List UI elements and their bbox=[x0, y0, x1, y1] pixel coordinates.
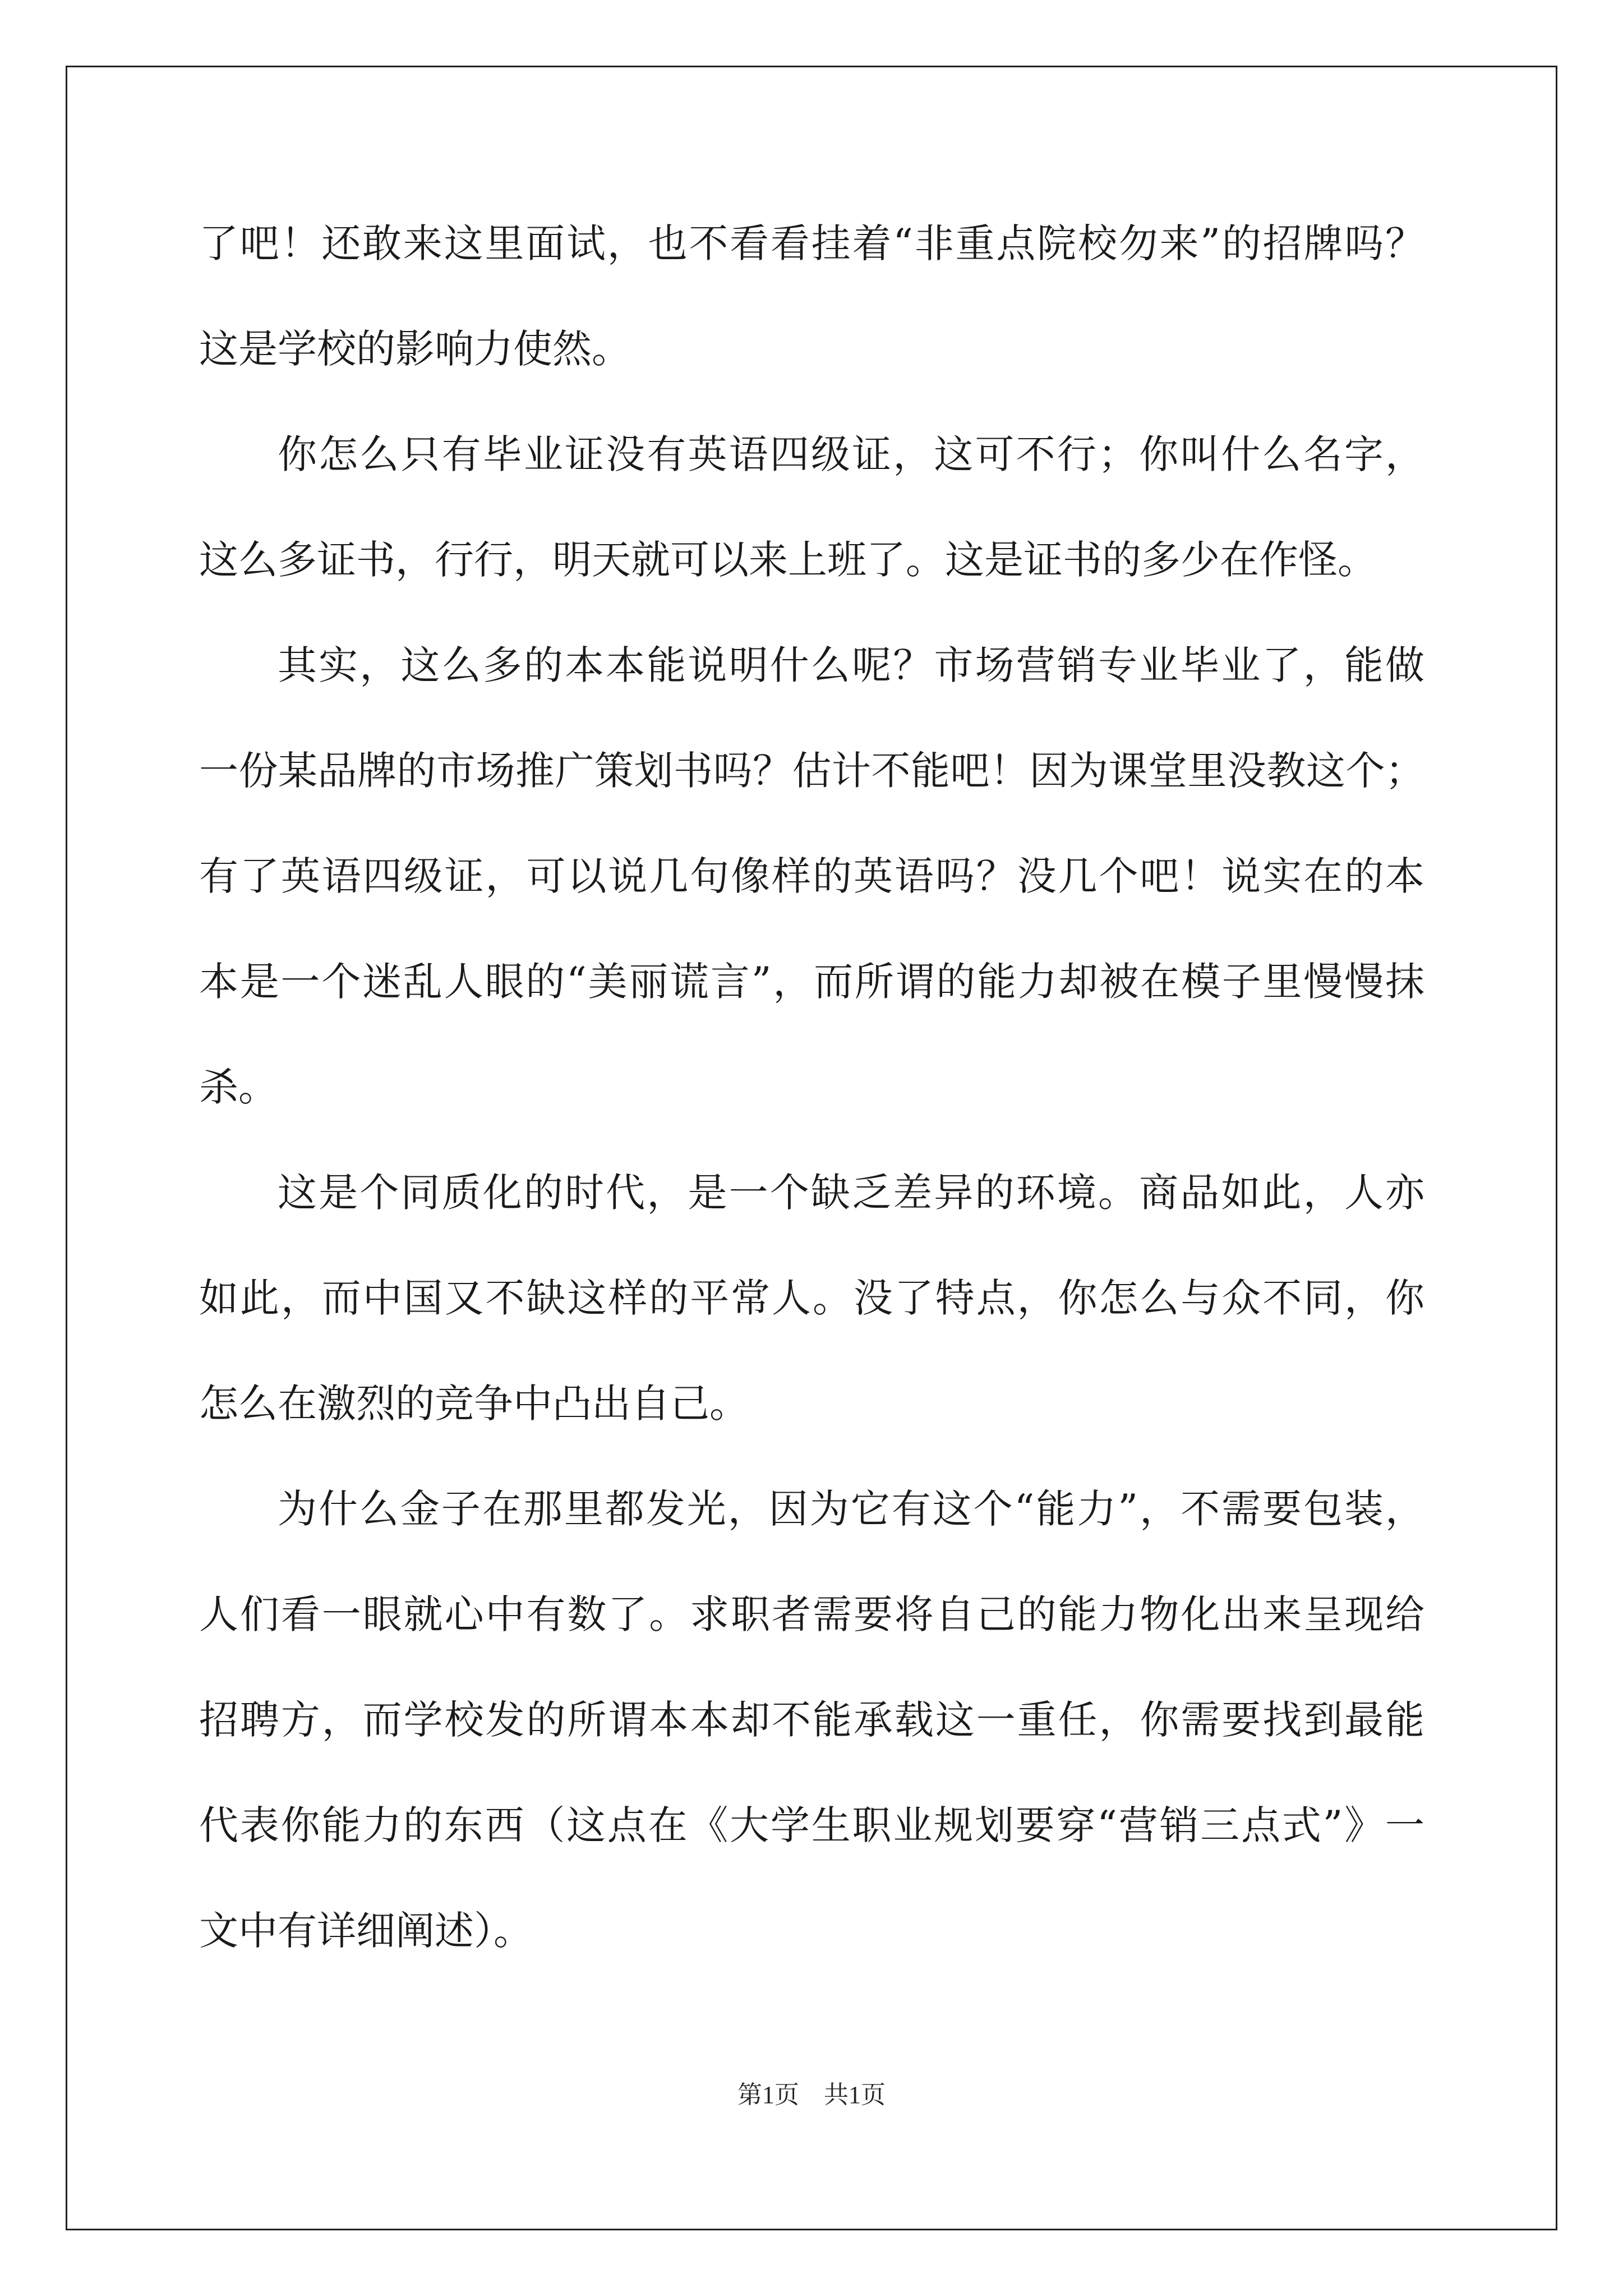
text-line: 招聘方，而学校发的所谓本本却不能承载这一重任，你需要找到最能 bbox=[199, 1697, 1424, 1743]
document-body bbox=[199, 191, 1424, 1984]
text-line: 文中有详细阐述）。 bbox=[199, 1908, 533, 1954]
text-line: 这是个同质化的时代，是一个缺乏差异的环境。商品如此，人亦 bbox=[278, 1170, 1424, 1216]
text-line: 有了英语四级证，可以说几句像样的英语吗？没几个吧！说实在的本 bbox=[199, 853, 1424, 899]
page-number-footer: 第1页 共1页 bbox=[737, 2081, 886, 2109]
text-line: 怎么在激烈的竞争中凸出自己。 bbox=[199, 1381, 749, 1427]
text-line: 杀。 bbox=[199, 1064, 278, 1110]
text-line: 本是一个迷乱人眼的“美丽谎言”，而所谓的能力却被在模子里慢慢抹 bbox=[199, 959, 1424, 1005]
text-line: 其实，这么多的本本能说明什么呢？市场营销专业毕业了，能做 bbox=[278, 642, 1424, 688]
text-line: 这是学校的影响力使然。 bbox=[199, 326, 631, 372]
text-line: 这么多证书，行行，明天就可以来上班了。这是证书的多少在作怪。 bbox=[199, 537, 1377, 583]
text-line: 了吧！还敢来这里面试，也不看看挂着“非重点院校勿来”的招牌吗？ bbox=[199, 220, 1424, 266]
text-line: 代表你能力的东西（这点在《大学生职业规划要穿“营销三点式”》一 bbox=[199, 1802, 1424, 1848]
text-line: 一份某品牌的市场推广策划书吗？估计不能吧！因为课堂里没教这个； bbox=[199, 748, 1424, 794]
text-line: 如此，而中国又不缺这样的平常人。没了特点，你怎么与众不同，你 bbox=[199, 1275, 1424, 1321]
text-line: 你怎么只有毕业证没有英语四级证，这可不行；你叫什么名字， bbox=[278, 431, 1424, 477]
text-line: 人们看一眼就心中有数了。求职者需要将自己的能力物化出来呈现给 bbox=[199, 1591, 1424, 1637]
text-line: 为什么金子在那里都发光，因为它有这个“能力”，不需要包装， bbox=[278, 1486, 1424, 1532]
